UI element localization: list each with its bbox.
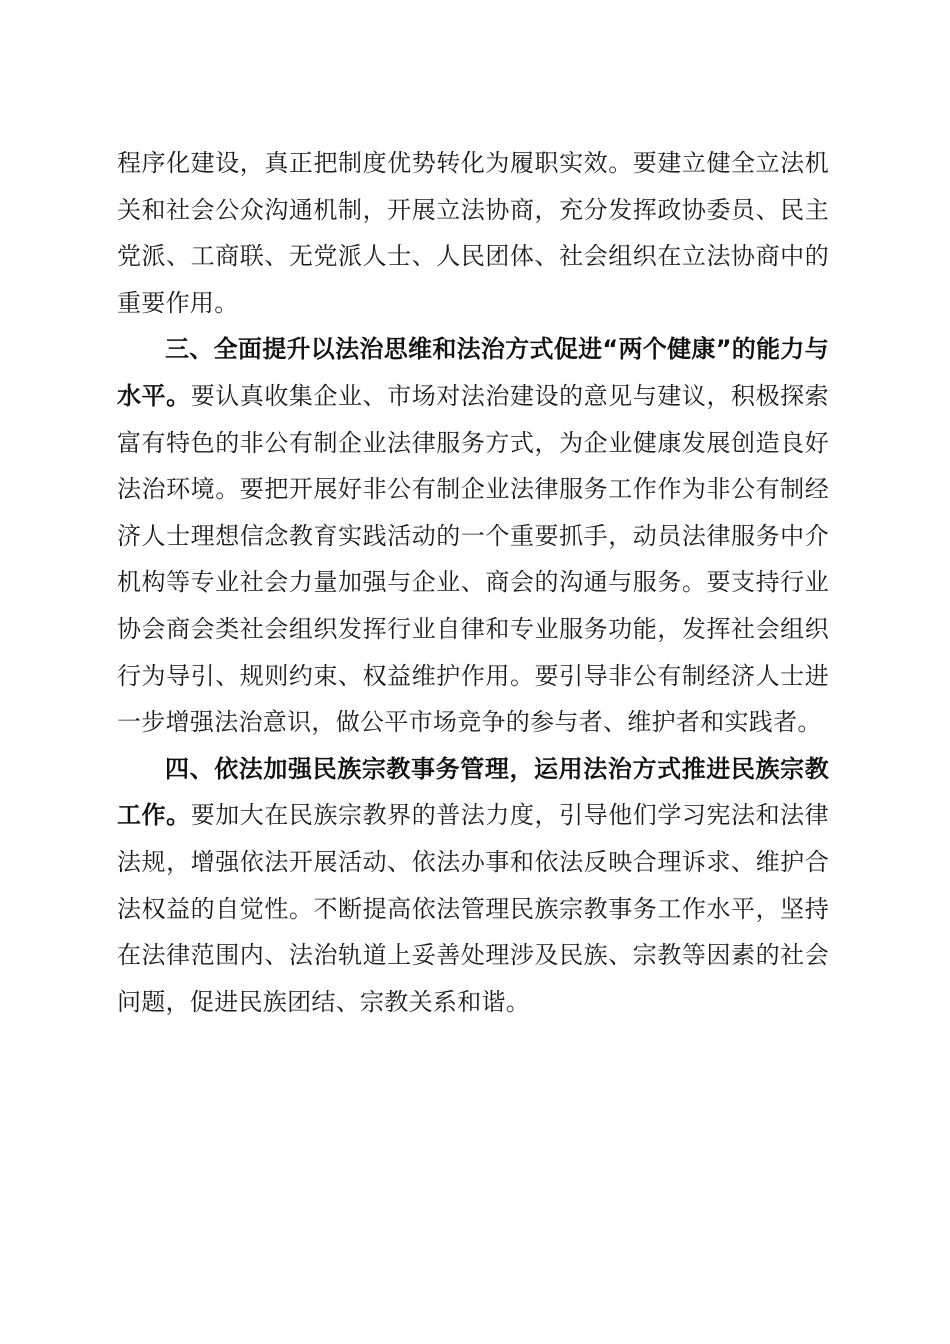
paragraph-body: 要认真收集企业、市场对法治建设的意见与建议，积极探索富有特色的非公有制企业法律服务方式，为企业健康发展创造良好法治环境。要把开展好非公有制企业法律服务工作作为非公有制经济人士理想信念教育实践活动的一个重要抓手，动员法律服务中介机构等专业社会力量加强与企业、商会的沟通与服务。要支持行业协会商会类社会组织发挥行业自律和专业服务功能，发挥社会组织行为导引、规则约束、权益维护作用。要引导非公有制经济人士进一步增强法治意识，做公平市场竞争的参与者、维护者和实践者。 [117,381,829,737]
document-body [117,140,829,1025]
section-heading: 三、全面提升以法治思维和法治方式促进“两个健康”的能力与水平。 [117,335,829,410]
paragraph-body: 要加大在民族宗教界的普法力度，引导他们学习宪法和法律法规，增强依法开展活动、依法办事和依法反映合理诉求、维护合法权益的自觉性。不断提高依法管理民族宗教事务工作水平，坚持在法律范围内、法治轨道上妥善处理涉及民族、宗教等因素的社会问题，促进民族团结、宗教关系和谐。 [117,801,829,1016]
paragraph-body: 程序化建设，真正把制度优势转化为履职实效。要建立健全立法机关和社会公众沟通机制，开展立法协商，充分发挥政协委员、民主党派、工商联、无党派人士、人民团体、社会组织在立法协商中的重要作用。 [117,149,829,317]
section-heading: 四、依法加强民族宗教事务管理，运用法治方式推进民族宗教工作。 [117,754,829,830]
paragraph-continuation [117,140,829,326]
paragraph-section-three [117,326,829,745]
paragraph-section-four [117,746,829,1026]
